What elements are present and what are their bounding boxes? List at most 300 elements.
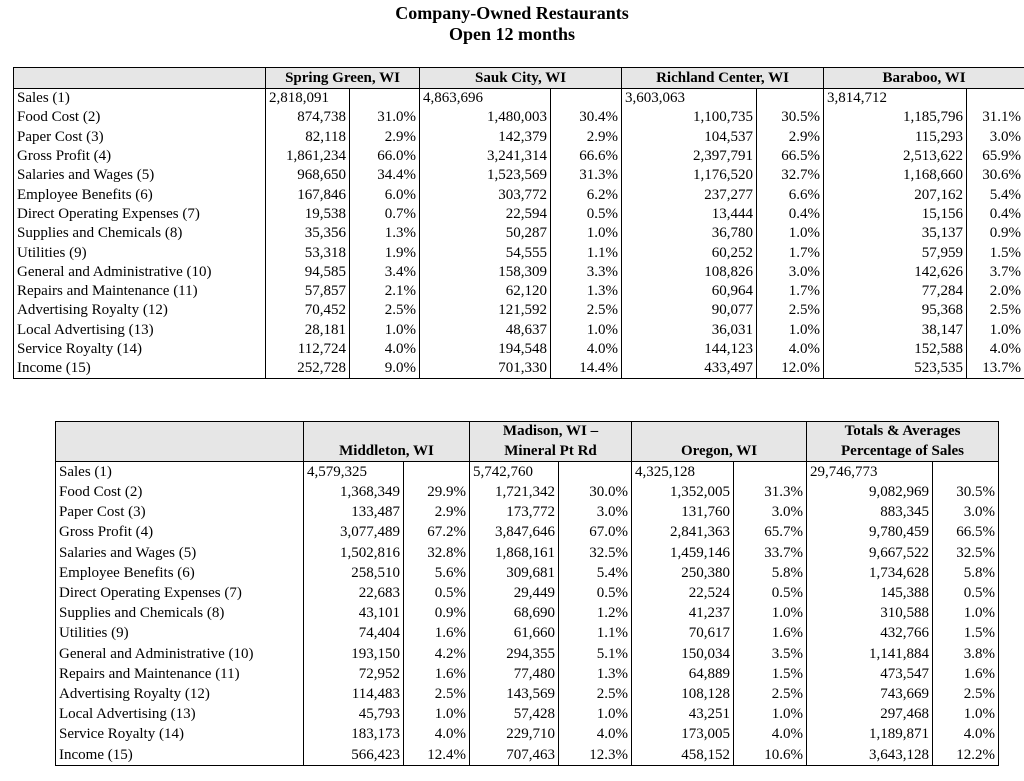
cell-percent: 33.7% (734, 543, 807, 563)
cell-percent: 30.5% (757, 108, 824, 127)
cell-percent: 1.6% (933, 664, 999, 684)
table-row (14, 263, 1024, 282)
cell-percent: 1.6% (734, 623, 807, 643)
cell-value: 229,710 (470, 724, 559, 744)
cell-value: 53,318 (266, 243, 350, 262)
table-row (14, 89, 1024, 109)
cell-value: 883,345 (807, 502, 933, 522)
cell-value: 72,952 (304, 664, 404, 684)
cell-percent: 66.5% (933, 522, 999, 542)
row-label: Food Cost (2) (59, 484, 143, 501)
document-title: Company-Owned Restaurants (395, 3, 629, 23)
cell-percent: 1.5% (933, 623, 999, 643)
cell-value: 158,309 (420, 263, 551, 282)
cell-percent (404, 461, 470, 482)
column-header-location: Middleton, WI (304, 441, 470, 461)
cell-percent: 66.6% (551, 147, 622, 166)
cell-percent: 3.0% (933, 502, 999, 522)
cell-value: 258,510 (304, 563, 404, 583)
table-row (14, 301, 1024, 320)
cell-value: 458,152 (632, 744, 734, 765)
cell-percent: 4.0% (350, 340, 420, 359)
cell-value: 143,569 (470, 684, 559, 704)
cell-percent: 0.5% (551, 205, 622, 224)
document-subtitle: Open 12 months (448, 24, 576, 44)
cell-percent: 3.0% (734, 502, 807, 522)
cell-value: 70,617 (632, 623, 734, 643)
cell-percent: 1.0% (734, 704, 807, 724)
table-row (56, 461, 999, 482)
restaurants-table-1 (13, 67, 1024, 379)
cell-value: 68,690 (470, 603, 559, 623)
cell-percent: 1.7% (757, 282, 824, 301)
cell-percent: 66.5% (757, 147, 824, 166)
cell-value: 1,189,871 (807, 724, 933, 744)
row-label: Local Advertising (13) (59, 706, 196, 723)
cell-value: 60,252 (622, 243, 757, 262)
cell-value: 35,137 (824, 224, 967, 243)
cell-percent (734, 461, 807, 482)
column-header-line1: Totals & Averages (807, 422, 999, 442)
cell-value: 94,585 (266, 263, 350, 282)
cell-value: 115,293 (824, 128, 967, 147)
cell-value: 5,742,760 (470, 461, 559, 482)
cell-value: 523,535 (824, 359, 967, 379)
cell-value: 150,034 (632, 643, 734, 663)
cell-percent: 34.4% (350, 166, 420, 185)
cell-percent: 5.4% (559, 563, 632, 583)
cell-percent: 1.0% (559, 704, 632, 724)
column-header-line1: Madison, WI – (470, 422, 632, 442)
cell-value: 74,404 (304, 623, 404, 643)
cell-value: 28,181 (266, 321, 350, 340)
cell-value: 2,397,791 (622, 147, 757, 166)
cell-value: 152,588 (824, 340, 967, 359)
table-row (14, 282, 1024, 301)
cell-value: 36,031 (622, 321, 757, 340)
cell-value: 1,480,003 (420, 108, 551, 127)
cell-value: 9,667,522 (807, 543, 933, 563)
cell-value: 131,760 (632, 502, 734, 522)
cell-value: 3,814,712 (824, 89, 967, 109)
cell-value: 9,780,459 (807, 522, 933, 542)
table-row (14, 340, 1024, 359)
cell-value: 167,846 (266, 185, 350, 204)
header-blank (56, 422, 304, 462)
table-row (56, 684, 999, 704)
cell-value: 19,538 (266, 205, 350, 224)
cell-value: 874,738 (266, 108, 350, 127)
cell-percent: 0.9% (967, 224, 1024, 243)
cell-value: 432,766 (807, 623, 933, 643)
column-header-line1 (304, 422, 470, 442)
table-row (14, 108, 1024, 127)
cell-percent: 31.0% (350, 108, 420, 127)
table-row (56, 522, 999, 542)
table-row (14, 185, 1024, 204)
row-label: Direct Operating Expenses (7) (59, 585, 242, 601)
table-row (56, 664, 999, 684)
cell-value: 112,724 (266, 340, 350, 359)
cell-percent: 1.0% (933, 704, 999, 724)
cell-percent: 3.3% (551, 263, 622, 282)
cell-percent: 2.0% (967, 282, 1024, 301)
cell-value: 61,660 (470, 623, 559, 643)
cell-percent: 0.7% (350, 205, 420, 224)
cell-value: 114,483 (304, 684, 404, 704)
cell-percent: 67.2% (404, 522, 470, 542)
row-label: Direct Operating Expenses (7) (17, 205, 200, 222)
cell-value: 1,352,005 (632, 482, 734, 502)
cell-percent: 32.5% (559, 543, 632, 563)
cell-value: 3,603,063 (622, 89, 757, 109)
cell-percent: 65.9% (967, 147, 1024, 166)
cell-value: 62,120 (420, 282, 551, 301)
cell-percent: 13.7% (967, 359, 1024, 379)
cell-percent: 3.8% (933, 643, 999, 663)
cell-percent: 6.6% (757, 185, 824, 204)
cell-value: 144,123 (622, 340, 757, 359)
cell-percent: 1.5% (967, 243, 1024, 262)
cell-percent: 1.6% (404, 664, 470, 684)
cell-percent: 1.0% (967, 321, 1024, 340)
cell-percent: 0.5% (734, 583, 807, 603)
cell-value: 303,772 (420, 185, 551, 204)
cell-percent: 31.3% (734, 482, 807, 502)
cell-value: 309,681 (470, 563, 559, 583)
cell-value: 36,780 (622, 224, 757, 243)
cell-percent: 1.0% (404, 704, 470, 724)
cell-value: 173,772 (470, 502, 559, 522)
cell-value: 142,626 (824, 263, 967, 282)
table-row (56, 643, 999, 663)
cell-value: 145,388 (807, 583, 933, 603)
cell-percent: 0.9% (404, 603, 470, 623)
table-row (56, 744, 999, 765)
cell-value: 743,669 (807, 684, 933, 704)
cell-percent: 4.0% (551, 340, 622, 359)
cell-percent: 5.6% (404, 563, 470, 583)
row-label: General and Administrative (10) (17, 263, 212, 280)
cell-value: 3,077,489 (304, 522, 404, 542)
cell-percent: 67.0% (559, 522, 632, 542)
row-label: Income (15) (59, 746, 133, 763)
cell-value: 22,594 (420, 205, 551, 224)
cell-percent: 2.5% (967, 301, 1024, 320)
cell-percent: 0.5% (933, 583, 999, 603)
cell-value: 1,141,884 (807, 643, 933, 663)
cell-value: 29,746,773 (807, 461, 933, 482)
cell-percent: 1.1% (559, 623, 632, 643)
cell-value: 566,423 (304, 744, 404, 765)
row-label: Utilities (9) (59, 625, 129, 642)
cell-percent: 32.5% (933, 543, 999, 563)
row-label: Service Royalty (14) (17, 341, 142, 357)
cell-percent: 4.0% (967, 340, 1024, 359)
cell-percent: 1.0% (551, 224, 622, 243)
cell-value: 4,579,325 (304, 461, 404, 482)
cell-value: 22,683 (304, 583, 404, 603)
column-header-location: Spring Green, WI (266, 68, 420, 89)
cell-percent: 1.9% (350, 243, 420, 262)
cell-percent: 14.4% (551, 359, 622, 379)
row-label: Service Royalty (14) (59, 726, 184, 743)
cell-value: 2,818,091 (266, 89, 350, 109)
cell-percent: 12.2% (933, 744, 999, 765)
cell-percent: 2.5% (404, 684, 470, 704)
cell-percent: 1.5% (734, 664, 807, 684)
header-blank (14, 68, 266, 89)
cell-value: 108,826 (622, 263, 757, 282)
cell-value: 29,449 (470, 583, 559, 603)
row-label: Local Advertising (13) (17, 321, 154, 338)
restaurants-table-2 (55, 421, 999, 766)
cell-percent: 12.0% (757, 359, 824, 379)
table-row (14, 147, 1024, 166)
table-row (14, 359, 1024, 379)
row-label: Income (15) (17, 360, 91, 377)
table-row (56, 563, 999, 583)
cell-percent: 0.4% (757, 205, 824, 224)
cell-value: 1,368,349 (304, 482, 404, 502)
cell-percent (933, 461, 999, 482)
cell-percent: 1.2% (559, 603, 632, 623)
cell-percent: 2.5% (551, 301, 622, 320)
cell-percent: 10.6% (734, 744, 807, 765)
cell-percent: 0.5% (559, 583, 632, 603)
table-row (14, 243, 1024, 262)
column-header-line1 (632, 422, 807, 442)
cell-value: 3,847,646 (470, 522, 559, 542)
cell-value: 41,237 (632, 603, 734, 623)
cell-value: 1,176,520 (622, 166, 757, 185)
cell-percent: 1.7% (757, 243, 824, 262)
cell-percent: 30.4% (551, 108, 622, 127)
cell-value: 1,721,342 (470, 482, 559, 502)
cell-percent: 1.0% (757, 321, 824, 340)
cell-value: 2,841,363 (632, 522, 734, 542)
cell-value: 237,277 (622, 185, 757, 204)
table-row (56, 482, 999, 502)
cell-percent: 5.8% (933, 563, 999, 583)
column-header-location: Oregon, WI (632, 441, 807, 461)
cell-value: 43,251 (632, 704, 734, 724)
cell-percent: 65.7% (734, 522, 807, 542)
cell-percent: 2.9% (757, 128, 824, 147)
cell-percent: 3.7% (967, 263, 1024, 282)
cell-value: 121,592 (420, 301, 551, 320)
column-header-location: Richland Center, WI (622, 68, 824, 89)
cell-percent: 4.0% (559, 724, 632, 744)
cell-value: 1,868,161 (470, 543, 559, 563)
cell-percent: 2.5% (757, 301, 824, 320)
cell-percent: 1.1% (551, 243, 622, 262)
cell-percent: 9.0% (350, 359, 420, 379)
cell-percent: 5.8% (734, 563, 807, 583)
cell-percent: 30.0% (559, 482, 632, 502)
cell-percent: 1.3% (559, 664, 632, 684)
cell-value: 133,487 (304, 502, 404, 522)
cell-value: 48,637 (420, 321, 551, 340)
cell-value: 1,100,735 (622, 108, 757, 127)
cell-percent: 4.2% (404, 643, 470, 663)
row-label: Gross Profit (4) (59, 524, 154, 541)
cell-percent: 12.4% (404, 744, 470, 765)
table-row (14, 128, 1024, 147)
table-row (56, 623, 999, 643)
row-label: Gross Profit (4) (17, 148, 112, 165)
cell-value: 35,356 (266, 224, 350, 243)
row-label: Paper Cost (3) (59, 504, 146, 521)
row-label: Advertising Royalty (12) (17, 302, 168, 319)
cell-value: 57,428 (470, 704, 559, 724)
cell-value: 95,368 (824, 301, 967, 320)
cell-value: 1,734,628 (807, 563, 933, 583)
cell-percent: 6.2% (551, 185, 622, 204)
row-label: Repairs and Maintenance (11) (17, 283, 198, 300)
cell-value: 2,513,622 (824, 147, 967, 166)
cell-percent: 6.0% (350, 185, 420, 204)
cell-value: 194,548 (420, 340, 551, 359)
cell-value: 173,005 (632, 724, 734, 744)
cell-value: 1,185,796 (824, 108, 967, 127)
cell-value: 13,444 (622, 205, 757, 224)
table-row (56, 583, 999, 603)
cell-percent: 2.9% (551, 128, 622, 147)
table-row (14, 205, 1024, 224)
cell-percent: 1.0% (551, 321, 622, 340)
cell-value: 1,168,660 (824, 166, 967, 185)
cell-percent: 2.5% (559, 684, 632, 704)
cell-value: 50,287 (420, 224, 551, 243)
cell-percent: 4.0% (404, 724, 470, 744)
cell-value: 77,284 (824, 282, 967, 301)
table-row (56, 704, 999, 724)
row-label: Employee Benefits (6) (17, 186, 153, 203)
cell-percent (551, 89, 622, 109)
cell-value: 1,523,569 (420, 166, 551, 185)
cell-value: 701,330 (420, 359, 551, 379)
cell-percent (967, 89, 1024, 109)
cell-percent: 0.4% (967, 205, 1024, 224)
cell-percent: 5.4% (967, 185, 1024, 204)
cell-value: 4,325,128 (632, 461, 734, 482)
table-row (56, 724, 999, 744)
table-row (14, 321, 1024, 340)
cell-value: 297,468 (807, 704, 933, 724)
cell-value: 193,150 (304, 643, 404, 663)
table-row (56, 603, 999, 623)
row-label: Supplies and Chemicals (8) (17, 225, 183, 242)
row-label: Supplies and Chemicals (8) (59, 605, 225, 622)
cell-percent (757, 89, 824, 109)
cell-value: 3,241,314 (420, 147, 551, 166)
cell-percent: 4.0% (734, 724, 807, 744)
cell-value: 252,728 (266, 359, 350, 379)
row-label: Paper Cost (3) (17, 128, 104, 145)
cell-value: 104,537 (622, 128, 757, 147)
cell-percent: 32.8% (404, 543, 470, 563)
row-label: Sales (1) (17, 90, 70, 107)
cell-value: 70,452 (266, 301, 350, 320)
cell-value: 108,128 (632, 684, 734, 704)
cell-percent: 1.6% (404, 623, 470, 643)
cell-percent: 30.5% (933, 482, 999, 502)
cell-value: 77,480 (470, 664, 559, 684)
cell-value: 82,118 (266, 128, 350, 147)
cell-value: 9,082,969 (807, 482, 933, 502)
cell-value: 3,643,128 (807, 744, 933, 765)
cell-percent: 2.1% (350, 282, 420, 301)
cell-percent: 29.9% (404, 482, 470, 502)
table-row (56, 502, 999, 522)
cell-percent: 1.3% (350, 224, 420, 243)
cell-value: 968,650 (266, 166, 350, 185)
cell-value: 38,147 (824, 321, 967, 340)
cell-percent: 2.9% (350, 128, 420, 147)
cell-percent: 31.3% (551, 166, 622, 185)
cell-value: 60,964 (622, 282, 757, 301)
cell-value: 433,497 (622, 359, 757, 379)
cell-percent: 1.3% (551, 282, 622, 301)
cell-percent: 5.1% (559, 643, 632, 663)
cell-percent: 2.5% (734, 684, 807, 704)
cell-value: 54,555 (420, 243, 551, 262)
cell-value: 64,889 (632, 664, 734, 684)
cell-value: 43,101 (304, 603, 404, 623)
cell-percent: 3.5% (734, 643, 807, 663)
cell-percent: 1.0% (757, 224, 824, 243)
column-header-location: Sauk City, WI (420, 68, 622, 89)
column-header-location: Mineral Pt Rd (470, 441, 632, 461)
cell-percent: 3.0% (967, 128, 1024, 147)
cell-percent: 2.9% (404, 502, 470, 522)
cell-value: 15,156 (824, 205, 967, 224)
cell-percent: 1.0% (734, 603, 807, 623)
row-label: Salaries and Wages (5) (59, 544, 197, 561)
cell-percent: 32.7% (757, 166, 824, 185)
row-label: Sales (1) (59, 463, 112, 480)
cell-value: 90,077 (622, 301, 757, 320)
cell-value: 1,861,234 (266, 147, 350, 166)
column-header-location: Baraboo, WI (824, 68, 1024, 89)
table-row (14, 224, 1024, 243)
cell-percent: 2.5% (933, 684, 999, 704)
cell-value: 57,857 (266, 282, 350, 301)
row-label: Advertising Royalty (12) (59, 685, 210, 702)
table-row (14, 166, 1024, 185)
cell-percent: 2.5% (350, 301, 420, 320)
table-row (56, 543, 999, 563)
column-header-location: Percentage of Sales (807, 441, 999, 461)
row-label: Employee Benefits (6) (59, 564, 195, 581)
cell-percent (350, 89, 420, 109)
cell-value: 1,502,816 (304, 543, 404, 563)
cell-value: 142,379 (420, 128, 551, 147)
cell-percent: 4.0% (933, 724, 999, 744)
cell-percent: 66.0% (350, 147, 420, 166)
cell-percent: 3.0% (757, 263, 824, 282)
cell-value: 22,524 (632, 583, 734, 603)
cell-percent: 31.1% (967, 108, 1024, 127)
cell-percent: 1.0% (350, 321, 420, 340)
cell-percent: 12.3% (559, 744, 632, 765)
cell-value: 294,355 (470, 643, 559, 663)
cell-value: 207,162 (824, 185, 967, 204)
cell-value: 45,793 (304, 704, 404, 724)
cell-percent (559, 461, 632, 482)
cell-value: 4,863,696 (420, 89, 551, 109)
